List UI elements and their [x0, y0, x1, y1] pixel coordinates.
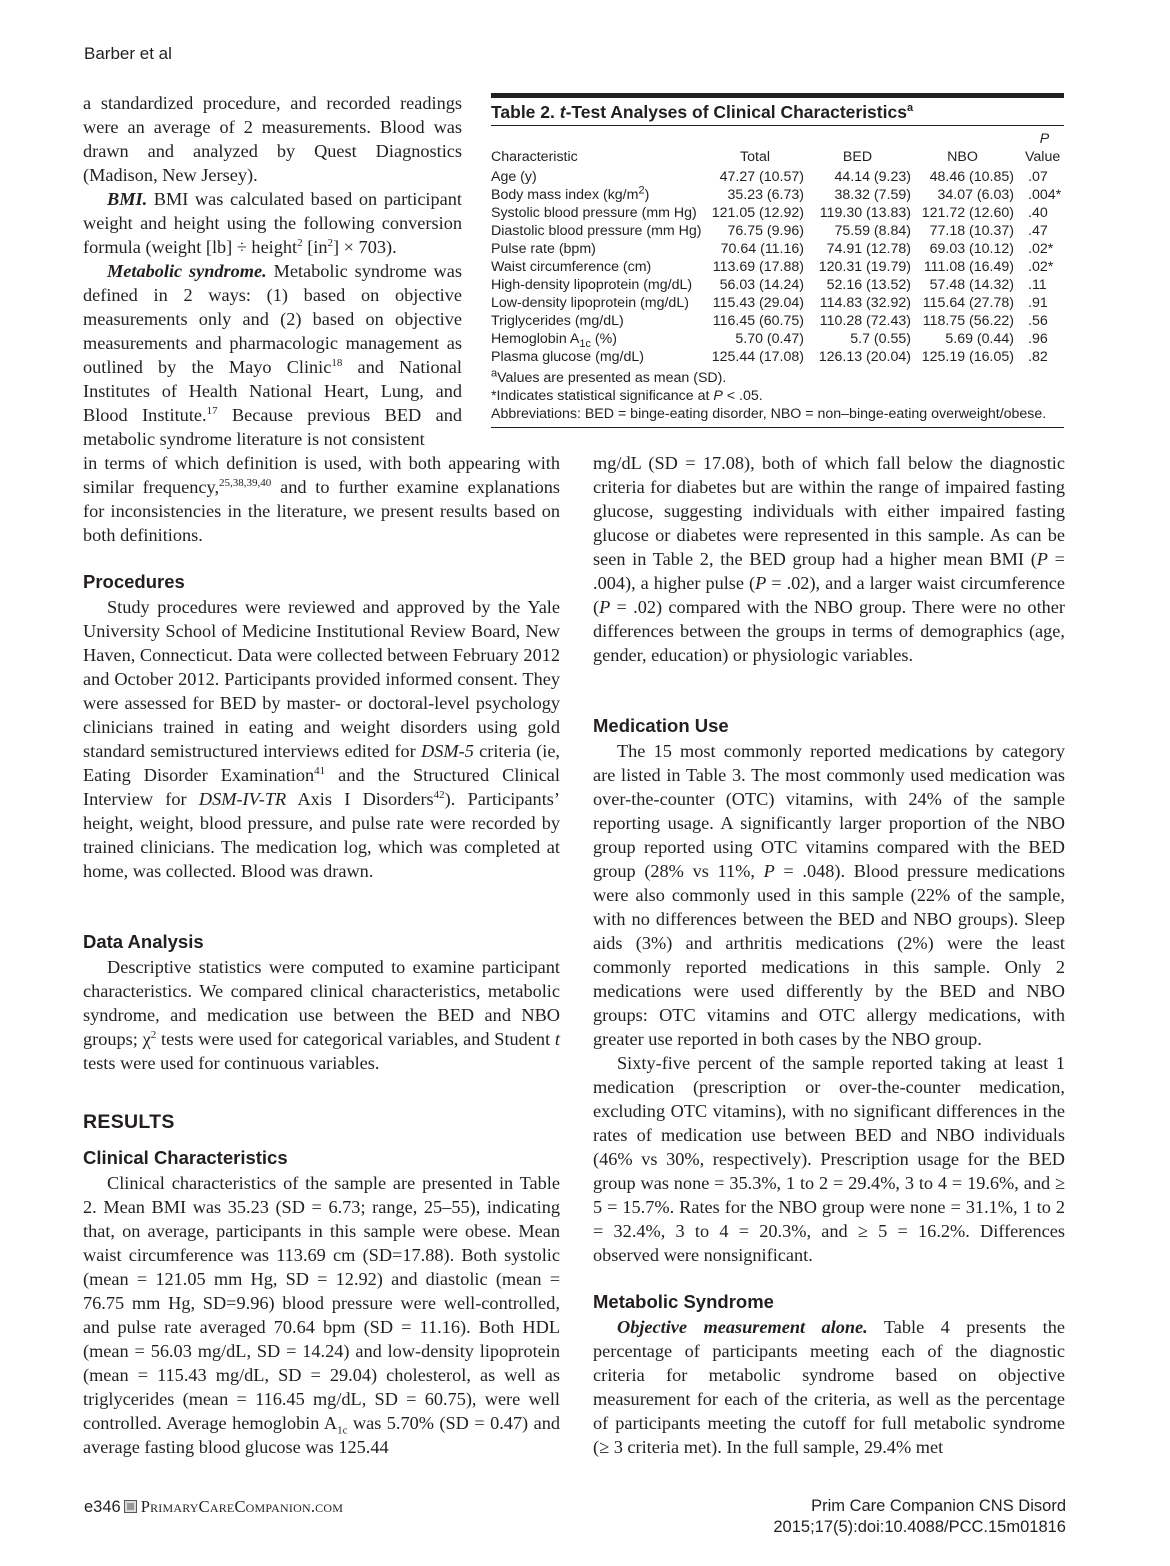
doi-citation[interactable]: 2015;17(5):doi:10.4088/PCC.15m01816 [773, 1518, 1066, 1536]
table-row [491, 204, 1064, 222]
table-row [491, 312, 1064, 330]
cell-nbo: 118.75 (56.22) [922, 313, 1014, 329]
column-header-p-value [1014, 126, 1064, 168]
cell-characteristic [491, 204, 706, 222]
cell-bed: 110.28 (72.43) [819, 313, 911, 329]
cell-nbo: 111.08 (16.49) [923, 259, 1014, 275]
cell-total: 70.64 (11.16) [720, 241, 804, 257]
subscript: 1c [579, 337, 591, 350]
heading-procedures: Procedures [83, 571, 185, 592]
cell-characteristic [491, 186, 706, 204]
cell-bed: 52.16 (13.52) [826, 277, 911, 293]
table-2-grid [491, 126, 1064, 366]
text-span: Descriptive statistics were computed to examine participant characteristics. We compared clinical characteristics, metabolic syndrome, and medication use between the BED and NBO groups; χ [83, 957, 560, 1049]
cell-total: 76.75 (9.96) [727, 223, 804, 239]
footer-left [84, 1497, 343, 1517]
cell-total: 115.43 (29.04) [712, 295, 804, 311]
italic-term: P [755, 573, 767, 593]
cell-p-value: .02* [1028, 259, 1054, 275]
cell-total: 125.44 (17.08) [711, 349, 804, 365]
column-header-total: Total [740, 149, 770, 165]
italic-term: DSM-5 [421, 741, 474, 761]
text-span: mg/dL (SD = 17.08), both of which fall below the diagnostic criteria for diabetes but are within the range of impaired fasting glucose, suggesting individuals with either impaired fasting glucose or diabetes were represented in this sample. As can be seen in Table 2, the BED group had a higher mean BMI ( [593, 453, 1065, 569]
value-label: Value [1025, 149, 1061, 165]
text-span: Values are presented as mean (SD). [497, 370, 727, 386]
cell-bed: 114.83 (32.92) [819, 295, 911, 311]
text-span: Low-density lipoprotein (mg/dL) [491, 295, 689, 311]
cell-p-value: .47 [1028, 223, 1048, 239]
table-body [491, 168, 1064, 366]
citation-ref: 25,38,39,40 [219, 476, 272, 489]
section-medication-use [593, 714, 1065, 1267]
cell-total: 116.45 (60.75) [712, 313, 804, 329]
text-span: = .02) compared with the NBO group. There were no other differences between the groups in terms of demographics (age, gender, education) or physiologic variables. [593, 597, 1065, 665]
table-row [491, 276, 1064, 294]
text-span: in terms of which definition is used, with both appearing with similar frequency, [83, 453, 560, 497]
text-span: High-density lipoprotein (mg/dL) [491, 277, 693, 293]
text-span: Axis I Disorders [286, 789, 434, 809]
footnote-a [491, 369, 1064, 387]
superscript: 2 [327, 236, 334, 249]
cell-characteristic [491, 312, 706, 330]
text-span: = .048). Blood pressure medications were also commonly used in this sample (22% of the sample, with no differences between the BED and NBO groups). Sleep aids (3%) and arthritis medications (2%) were the least commonly reported medications in this sample. Only 2 medications were used differently by the BED and NBO groups: OTC vitamins and OTC allergy medications, with greater use reported in both cases by the NBO group. [593, 861, 1065, 1049]
text-span: = .004), a higher pulse ( [593, 549, 1065, 593]
italic-term: P [713, 388, 723, 404]
subscript: 1c [337, 1424, 348, 1437]
left-column-top [83, 91, 462, 451]
cell-total: 56.03 (14.24) [719, 277, 804, 293]
cell-total: 47.27 (10.57) [719, 169, 804, 185]
page-number: e346 [84, 1498, 121, 1516]
section-results [83, 1110, 560, 1459]
heading-metabolic-syndrome: Metabolic Syndrome [593, 1291, 774, 1312]
journal-website[interactable]: PrimaryCareCompanion.com [140, 1497, 344, 1516]
column-header-characteristic: Characteristic [491, 149, 578, 165]
cell-characteristic [491, 168, 706, 186]
cell-bed: 119.30 (13.83) [819, 205, 911, 221]
italic-term: t [559, 102, 566, 122]
table-row [491, 330, 1064, 348]
superscript: 2 [150, 1028, 157, 1041]
text-span: Body mass index (kg/m [491, 187, 639, 203]
cell-bed: 75.59 (8.84) [834, 223, 911, 239]
text-span: (%) [590, 331, 617, 347]
cell-nbo: 121.72 (12.60) [921, 205, 1014, 221]
text-span: tests were used for continuous variables. [83, 1053, 380, 1073]
cell-characteristic [491, 240, 706, 258]
text-span: BMI was calculated based on participant weight and height using the following conversion formula (weight [lb] ÷ height [83, 189, 462, 257]
text-span: ] × 703). [333, 237, 397, 257]
cell-total: 121.05 (12.92) [711, 205, 804, 221]
table-row [491, 348, 1064, 366]
italic-term: P [763, 861, 775, 881]
table-title [491, 98, 1064, 124]
cell-p-value: .82 [1028, 349, 1048, 365]
citation-ref: 17 [206, 404, 218, 417]
cell-characteristic [491, 330, 706, 348]
paragraph-objective-measurement [593, 1315, 1065, 1459]
cell-p-value: .004* [1028, 187, 1062, 203]
paragraph-procedures [83, 595, 560, 883]
section-procedures [83, 570, 560, 883]
cell-nbo: 69.03 (10.12) [929, 241, 1014, 257]
cell-nbo: 5.69 (0.44) [945, 331, 1014, 347]
paragraph-definitions [83, 451, 560, 547]
text-span: Hemoglobin A [491, 331, 580, 347]
table-row [491, 258, 1064, 276]
footer-right [773, 1496, 1066, 1538]
cell-characteristic [491, 348, 706, 366]
footnote-abbreviations: Abbreviations: BED = binge-eating disorder, NBO = non–binge-eating overweight/obese. [491, 406, 1047, 422]
cell-characteristic [491, 222, 706, 240]
text-span: Waist circumference (cm) [491, 259, 652, 275]
footnote-significance [491, 387, 1064, 405]
cell-nbo: 77.18 (10.37) [929, 223, 1014, 239]
cell-bed: 38.32 (7.59) [834, 187, 911, 203]
superscript: 2 [297, 236, 303, 249]
cell-bed: 5.7 (0.55) [850, 331, 911, 347]
right-column-continuation [593, 451, 1065, 667]
italic-term: DSM-IV-TR [198, 789, 287, 809]
text-span: Metabolic syndrome was defined in 2 ways: (1) based on objective measurements only and (2) based on objective measurements and pharmacologic management as outlined by the Mayo Clinic [83, 261, 462, 377]
cell-p-value: .02* [1028, 241, 1054, 257]
text-span: ) [644, 187, 650, 203]
cell-characteristic [491, 294, 706, 312]
footnote-marker: a [906, 102, 914, 115]
heading-results: RESULTS [83, 1111, 175, 1133]
journal-name: Prim Care Companion CNS Disord [811, 1497, 1066, 1515]
heading-medication-use: Medication Use [593, 715, 729, 736]
citation-ref: 42 [433, 788, 445, 801]
text-span: [in [302, 237, 328, 257]
square-bullet-icon [124, 1500, 137, 1513]
section-data-analysis [83, 930, 560, 1075]
cell-nbo: 115.64 (27.78) [922, 295, 1014, 311]
cell-p-value: .07 [1028, 169, 1048, 185]
runin-metabolic-syndrome: Metabolic syndrome. [107, 261, 267, 281]
text-span: *Indicates statistical significance at [491, 388, 714, 404]
heading-clinical-characteristics: Clinical Characteristics [83, 1147, 288, 1168]
table-row [491, 168, 1064, 186]
text-span: was 5.70% (SD = 0.47) and average fasting blood glucose was 125.44 [83, 1413, 560, 1457]
text-span: Triglycerides (mg/dL) [491, 313, 624, 329]
cell-bed: 120.31 (19.79) [818, 259, 911, 275]
cell-bed: 126.13 (20.04) [818, 349, 911, 365]
text-span: Clinical characteristics of the sample are presented in Table 2. Mean BMI was 35.23 (SD = 6.73; range, 25–55), indicating that, on average, participants in this sample were obese. Mean waist circumference was 113.69 cm (SD=17.88). Both systolic (mean = 121.05 mm Hg, SD = 12.92) and diastolic (mean = 76.75 mm Hg, SD=9.96) blood pressure were well-controlled, and pulse rate averaged 70.64 bpm (SD = 11.16). Both HDL (mean = 56.03 mg/dL, SD = 14.24) and low-density lipoprotein (mean = 115.43 mg/dL, SD = 29.04) cholesterol, as well as triglycerides (mean = 116.45 mg/dL, SD = 60.75), were well controlled. Average hemoglobin A [83, 1173, 560, 1433]
text-span: Diastolic blood pressure (mm Hg) [491, 223, 702, 239]
paragraph-data-analysis [83, 955, 560, 1075]
citation-ref: 41 [314, 764, 326, 777]
text-span: Plasma glucose (mg/dL) [491, 349, 644, 365]
left-column-continuation [83, 451, 560, 547]
cell-characteristic [491, 276, 706, 294]
footnote-marker: a [491, 367, 498, 380]
paragraph-metabolic-syndrome-def [83, 259, 462, 451]
cell-characteristic [491, 258, 706, 276]
table-row [491, 240, 1064, 258]
paragraph-blood-draw: a standardized procedure, and recorded readings were an average of 2 measurements. Blood was drawn and analyzed by Quest Diagnostics (Madison, New Jersey). [83, 93, 462, 185]
table-header-row [491, 126, 1064, 168]
text-span: < .05. [722, 388, 763, 404]
italic-term: P [599, 597, 611, 617]
heading-data-analysis: Data Analysis [83, 931, 204, 952]
text-span: Because previous BED and metabolic syndrome literature is not consistent [83, 405, 462, 449]
cell-nbo: 57.48 (14.32) [929, 277, 1014, 293]
italic-term: t [554, 1029, 561, 1049]
text-span: criteria (ie, Eating Disorder Examination [83, 741, 561, 785]
section-metabolic-syndrome [593, 1290, 1065, 1459]
cell-nbo: 48.46 (10.85) [929, 169, 1014, 185]
table-bottom-rule [491, 427, 1064, 428]
text-span: tests were used for categorical variables, and Student [156, 1029, 555, 1049]
paragraph-clinical-characteristics [83, 1171, 560, 1459]
text-span: Table 4 presents the percentage of participants meeting each of the diagnostic criteria for metabolic syndrome based on objective measurement for each of the criteria, as well as the percentage of participants meeting the cutoff for full metabolic syndrome (≥ 3 criteria met). In the full sample, 29.4% met [593, 1317, 1065, 1457]
column-header-nbo: NBO [947, 149, 978, 165]
cell-nbo: 125.19 (16.05) [921, 349, 1014, 365]
table-2 [491, 93, 1064, 428]
cell-p-value: .11 [1028, 277, 1047, 293]
text-span: The 15 most commonly reported medications by category are listed in Table 3. The most commonly used medication was over-the-counter (OTC) vitamins, with 24% of the sample reporting usage. A significantly larger proportion of the NBO group reported using OTC vitamins compared with the BED group (28% vs 11%, [593, 741, 1065, 881]
p-label: P [1039, 131, 1050, 147]
cell-bed: 44.14 (9.23) [834, 169, 911, 185]
text-span: Pulse rate (bpm) [491, 241, 596, 257]
paragraph-bmi [83, 187, 462, 259]
cell-total: 5.70 (0.47) [735, 331, 804, 347]
text-span: Study procedures were reviewed and approved by the Yale University School of Medicine Institutional Review Board, New Haven, Connecticut. Data were collected between February 2012 and October 2012. Participants provided informed consent. They were assessed for BED by master- or doctoral-level psychology clinicians trained in eating and weight disorders using gold standard semistructured interviews edited for [83, 597, 560, 761]
italic-term: P [1036, 549, 1048, 569]
table-row [491, 294, 1064, 312]
text-span: and National Institutes of Health National Heart, Lung, and Blood Institute. [83, 357, 462, 425]
citation-ref: 18 [331, 356, 343, 369]
text-span: ). Participants’ height, weight, blood pressure, and pulse rate were recorded by trained clinicians. The medication log, which was completed at home, was collected. Blood was drawn. [83, 789, 560, 881]
running-head: Barber et al [84, 44, 172, 63]
text-span: Systolic blood pressure (mm Hg) [491, 205, 697, 221]
text-span: and to further examine explanations for inconsistencies in the literature, we present results based on both definitions. [83, 477, 560, 545]
runin-objective-measurement: Objective measurement alone. [617, 1317, 868, 1337]
table-row [491, 186, 1064, 204]
cell-p-value: .56 [1028, 313, 1048, 329]
text-span: and the Structured Clinical Interview for [83, 765, 560, 809]
cell-p-value: .40 [1028, 205, 1048, 221]
runin-bmi: BMI. [107, 189, 148, 209]
cell-p-value: .96 [1028, 331, 1048, 347]
text-span: -Test Analyses of Clinical Characteristics [565, 102, 907, 122]
cell-nbo: 34.07 (6.03) [937, 187, 1014, 203]
cell-p-value: .91 [1028, 295, 1048, 311]
paragraph-medication-1 [593, 739, 1065, 1051]
cell-total: 35.23 (6.73) [727, 187, 804, 203]
paragraph-medication-2: Sixty-five percent of the sample reported taking at least 1 medication (prescription or over-the-counter medication, excluding OTC vitamins), with no significant differences in the rates of medication use between BED and NBO individuals (46% vs 30%, respectively). Prescription usage for the BED group was none = 35.3%, 1 to 2 = 29.4%, 3 to 4 = 19.6%, and ≥ 5 = 15.7%. Rates for the NBO group were none = 31.1%, 1 to 2 = 32.4%, 3 to 4 = 20.3%, and ≥ 5 = 16.2%. Differences observed were nonsignificant. [593, 1053, 1065, 1265]
text-span: Age (y) [491, 169, 537, 185]
cell-bed: 74.91 (12.78) [826, 241, 911, 257]
paragraph-clinical-continued [593, 451, 1065, 667]
table-footnotes [491, 366, 1064, 427]
text-span: = .02), and a larger waist circumference ( [593, 573, 1065, 617]
column-header-bed: BED [842, 149, 873, 165]
superscript: 2 [638, 184, 645, 197]
cell-total: 113.69 (17.88) [712, 259, 804, 275]
table-row [491, 222, 1064, 240]
text-span: Table 2. [491, 102, 560, 122]
